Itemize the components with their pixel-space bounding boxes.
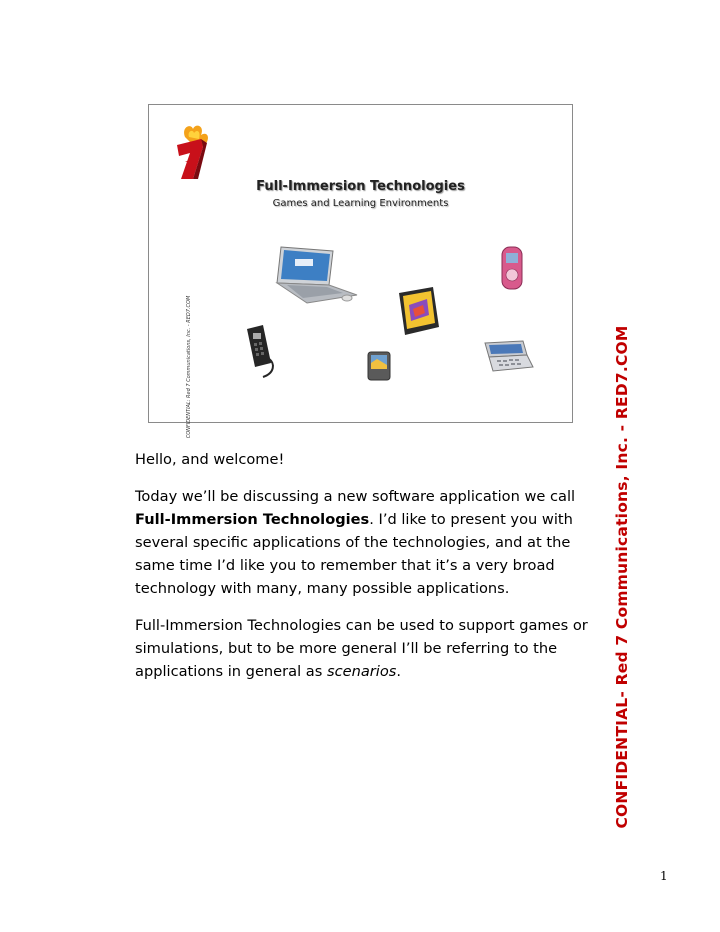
confidential-side-text: CONFIDENTIAL- Red 7 Communications, Inc. - RED7.COM xyxy=(613,325,631,829)
speaker-notes xyxy=(135,448,605,697)
scenarios-italic: scenarios xyxy=(326,663,397,680)
flaming-7-logo-icon xyxy=(171,123,213,183)
svg-text:7: 7 xyxy=(185,160,191,169)
page-number: 1 xyxy=(660,869,668,883)
mobile-phone-icon xyxy=(499,245,527,291)
notes-paragraph-scenarios: Full-Immersion Technologies can be used to support games or simulations, but to be more general I’ll be referring to the applications in general as scenarios. xyxy=(135,617,588,680)
notes-paragraph-intro: Today we’ll be discussing a new software application we call Full-Immersion Technologies. I’d like to present you with several specific applications of the technologies, and at the same time I’d like you to remember that it’s a very broad technology with many, many possible applications. xyxy=(135,488,576,597)
slide-title: Full-Immersion Technologies xyxy=(256,179,465,194)
slide-thumbnail xyxy=(148,104,573,439)
slide-confidential-note: CONFIDENTIAL: Red 7 Communications, Inc. - RED7.COM xyxy=(186,295,192,439)
product-name-bold: Full-Immersion Technologies xyxy=(135,511,370,528)
slide-subtitle: Games and Learning Environments xyxy=(272,198,449,209)
laptop-icon xyxy=(273,245,359,305)
desk-telephone-icon xyxy=(241,323,281,381)
handheld-device-icon xyxy=(365,349,393,383)
notes-paragraph-greeting: Hello, and welcome! xyxy=(135,451,285,468)
clamshell-communicator-icon xyxy=(479,339,535,375)
pda-tablet-icon xyxy=(395,285,443,337)
